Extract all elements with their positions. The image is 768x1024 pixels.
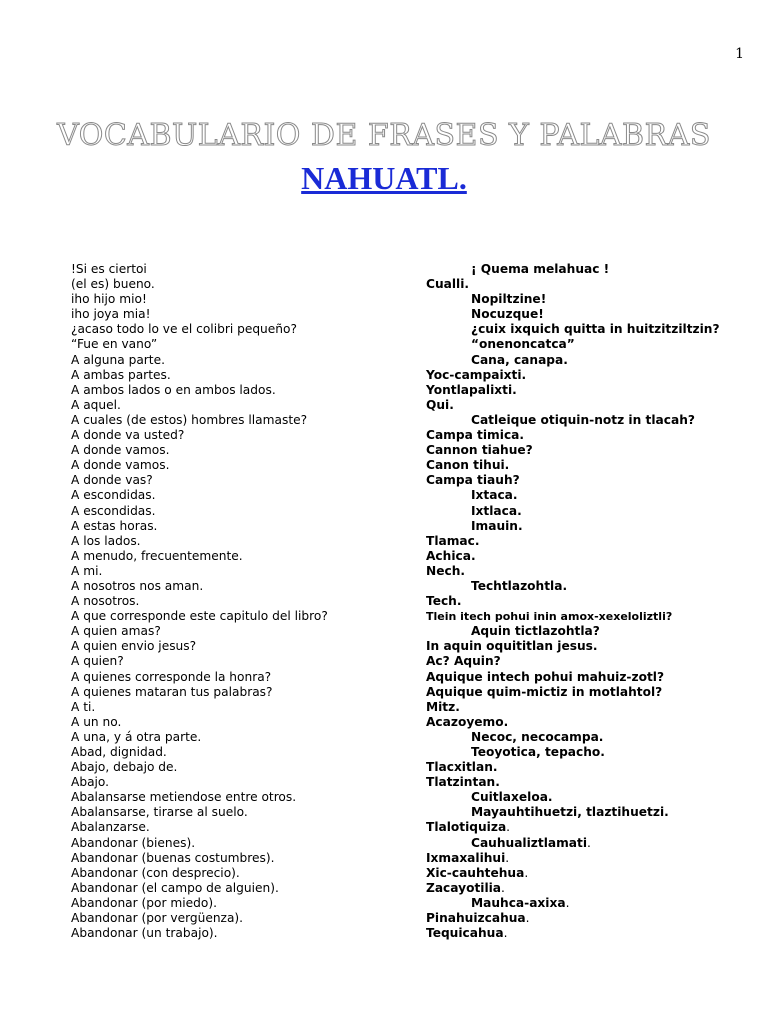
nahuatl-text: Cauhualiztlamati xyxy=(471,835,588,850)
nahuatl-text: Techtlazohtla. xyxy=(471,578,568,593)
nahuatl-period: . xyxy=(524,865,529,880)
nahuatl-text: Ixmaxalihui xyxy=(426,850,506,865)
nahuatl-text: Aquique intech pohui mahuiz-zotl? xyxy=(426,669,665,684)
nahuatl-period: . xyxy=(505,850,510,865)
nahuatl-entry xyxy=(426,820,766,835)
spanish-entry: A los lados. xyxy=(71,533,141,548)
nahuatl-text: In aquin oquititlan jesus. xyxy=(426,639,598,654)
nahuatl-text: Aquique quim-mictiz in motlahtol? xyxy=(426,684,663,699)
nahuatl-text: Aquin tictlazohtla? xyxy=(471,624,600,639)
spanish-entry: A nosotros nos aman. xyxy=(71,578,204,593)
spanish-entry: Abandonar (el campo de alguien). xyxy=(71,880,279,895)
spanish-entry: A que corresponde este capitulo del libro? xyxy=(71,609,328,624)
nahuatl-text: Imauin. xyxy=(471,518,523,533)
nahuatl-text: Tequicahua xyxy=(426,926,504,941)
nahuatl-entry xyxy=(426,911,766,926)
spanish-entry: A mi. xyxy=(71,563,103,578)
nahuatl-text: Cuitlaxeloa. xyxy=(471,790,553,805)
nahuatl-entry xyxy=(426,851,766,866)
spanish-entry: A escondidas. xyxy=(71,503,156,518)
nahuatl-entry xyxy=(426,700,766,715)
nahuatl-entry xyxy=(426,262,766,277)
nahuatl-entry xyxy=(426,654,766,669)
nahuatl-text: Necoc, necocampa. xyxy=(471,729,604,744)
nahuatl-period: . xyxy=(503,926,508,941)
spanish-entry: A menudo, frecuentemente. xyxy=(71,548,243,563)
spanish-entry: A un no. xyxy=(71,714,122,729)
page-number: 1 xyxy=(735,46,744,62)
spanish-entry: A alguna parte. xyxy=(71,352,165,367)
spanish-entry: Abajo, debajo de. xyxy=(71,760,178,775)
spanish-entry: Abajo. xyxy=(71,775,110,790)
spanish-entry: A donde vas? xyxy=(71,473,153,488)
nahuatl-text: Tech. xyxy=(426,594,462,609)
nahuatl-text: Qui. xyxy=(426,397,454,412)
spanish-entry: A quienes mataran tus palabras? xyxy=(71,684,273,699)
nahuatl-entry xyxy=(426,594,766,609)
nahuatl-entry xyxy=(426,775,766,790)
nahuatl-entry xyxy=(426,504,766,519)
spanish-entry: Abalansarse metiendose entre otros. xyxy=(71,790,297,805)
nahuatl-text: Tlatzintan. xyxy=(426,775,500,790)
nahuatl-text: Cana, canapa. xyxy=(471,352,568,367)
nahuatl-text: Yontlapalixti. xyxy=(426,382,517,397)
nahuatl-text: Acazoyemo. xyxy=(426,714,509,729)
nahuatl-text: Xic-cauhtehua xyxy=(426,865,525,880)
spanish-entry: A quienes corresponde la honra? xyxy=(71,669,272,684)
nahuatl-entry xyxy=(426,760,766,775)
nahuatl-text: Canon tihui. xyxy=(426,458,510,473)
nahuatl-text: ¡ Quema melahuac ! xyxy=(471,262,610,276)
spanish-entry: iho joya mia! xyxy=(71,307,151,322)
spanish-entry: (el es) bueno. xyxy=(71,277,155,292)
spanish-entry: A quien? xyxy=(71,654,124,669)
nahuatl-period: . xyxy=(506,820,511,835)
spanish-entry: A ti. xyxy=(71,699,96,714)
spanish-entry: Abandonar (bienes). xyxy=(71,835,196,850)
spanish-entry: A donde vamos. xyxy=(71,458,170,473)
spanish-entry: A donde va usted? xyxy=(71,428,185,443)
nahuatl-entry xyxy=(426,730,766,745)
nahuatl-entry xyxy=(426,458,766,473)
nahuatl-period: . xyxy=(565,895,570,910)
nahuatl-entry xyxy=(426,534,766,549)
spanish-entry: “Fue en vano” xyxy=(71,337,158,352)
nahuatl-entry xyxy=(426,413,766,428)
nahuatl-period: . xyxy=(525,911,530,926)
document-title: VOCABULARIO DE FRASES Y PALABRAS xyxy=(57,118,711,153)
nahuatl-text: Nocuzque! xyxy=(471,307,544,322)
nahuatl-entry xyxy=(426,866,766,881)
spanish-entry: !Si es ciertoi xyxy=(71,262,147,276)
nahuatl-entry xyxy=(426,609,766,624)
nahuatl-entry xyxy=(426,549,766,564)
nahuatl-text: Yoc-campaixti. xyxy=(426,367,527,382)
nahuatl-text: Ac? Aquin? xyxy=(426,654,501,669)
nahuatl-entry xyxy=(426,790,766,805)
nahuatl-text: Tlein itech pohui inin amox-xexeloliztli? xyxy=(426,610,673,624)
spanish-entry: Abandonar (por miedo). xyxy=(71,895,217,910)
spanish-entry: A ambos lados o en ambos lados. xyxy=(71,382,276,397)
nahuatl-text: Mitz. xyxy=(426,699,460,714)
spanish-entry: Abandonar (con desprecio). xyxy=(71,865,240,880)
nahuatl-text: “onenoncatca” xyxy=(471,337,575,352)
nahuatl-entry xyxy=(426,670,766,685)
spanish-entry: Abandonar (buenas costumbres). xyxy=(71,850,275,865)
nahuatl-entry xyxy=(426,805,766,820)
nahuatl-period: . xyxy=(501,880,505,895)
nahuatl-entry xyxy=(426,639,766,654)
nahuatl-text: Pinahuizcahua xyxy=(426,911,526,926)
spanish-entry: Abalanzarse. xyxy=(71,820,150,835)
nahuatl-text: Tlamac. xyxy=(426,533,480,548)
nahuatl-text: Ixtaca. xyxy=(471,488,518,503)
nahuatl-text: Teoyotica, tepacho. xyxy=(471,745,605,759)
nahuatl-entry xyxy=(426,322,766,337)
nahuatl-entry xyxy=(426,519,766,534)
nahuatl-text: Cualli. xyxy=(426,277,470,292)
nahuatl-entry xyxy=(426,277,766,292)
spanish-column xyxy=(71,262,411,941)
nahuatl-text: Tlalotiquiza xyxy=(426,820,507,835)
nahuatl-entry xyxy=(426,926,766,941)
nahuatl-text: Mauhca-axixa xyxy=(471,895,566,910)
spanish-entry: A escondidas. xyxy=(71,488,156,503)
nahuatl-entry xyxy=(426,337,766,352)
nahuatl-entry xyxy=(426,368,766,383)
spanish-entry: Abandonar (por vergüenza). xyxy=(71,911,244,926)
subtitle-link[interactable]: NAHUATL. xyxy=(301,160,467,196)
nahuatl-text: Nopiltzine! xyxy=(471,292,547,307)
nahuatl-entry xyxy=(426,292,766,307)
nahuatl-column xyxy=(426,262,766,941)
nahuatl-text: Zacayotilia xyxy=(426,880,502,895)
nahuatl-entry xyxy=(426,685,766,700)
nahuatl-text: Achica. xyxy=(426,548,476,563)
spanish-entry: A aquel. xyxy=(71,397,121,412)
spanish-entry: Abad, dignidad. xyxy=(71,745,167,759)
nahuatl-entry xyxy=(426,353,766,368)
nahuatl-entry xyxy=(426,428,766,443)
nahuatl-entry xyxy=(426,383,766,398)
nahuatl-entry xyxy=(426,398,766,413)
spanish-entry: Abalansarse, tirarse al suelo. xyxy=(71,805,248,820)
nahuatl-text: Nech. xyxy=(426,563,465,578)
nahuatl-entry xyxy=(426,715,766,730)
spanish-entry: A donde vamos. xyxy=(71,443,170,458)
nahuatl-period: . xyxy=(587,835,591,850)
nahuatl-entry xyxy=(426,488,766,503)
spanish-entry: iho hijo mio! xyxy=(71,292,147,307)
spanish-entry: A ambas partes. xyxy=(71,367,171,382)
nahuatl-entry xyxy=(426,881,766,896)
nahuatl-text: Ixtlaca. xyxy=(471,503,522,518)
nahuatl-entry xyxy=(426,564,766,579)
nahuatl-entry xyxy=(426,579,766,594)
nahuatl-text: Campa tiauh? xyxy=(426,473,520,488)
nahuatl-entry xyxy=(426,896,766,911)
spanish-entry: ¿acaso todo lo ve el colibri pequeño? xyxy=(71,322,297,337)
nahuatl-entry xyxy=(426,836,766,851)
nahuatl-entry xyxy=(426,473,766,488)
nahuatl-text: Mayauhtihuetzi, tlaztihuetzi. xyxy=(471,805,669,820)
nahuatl-entry xyxy=(426,745,766,760)
spanish-entry: A una, y á otra parte. xyxy=(71,729,202,744)
subtitle-wrapper xyxy=(0,160,768,197)
nahuatl-text: Tlacxitlan. xyxy=(426,760,498,775)
spanish-entry: A quien envio jesus? xyxy=(71,639,197,654)
nahuatl-text: ¿cuix ixquich quitta in huitzitziltzin? xyxy=(471,322,720,337)
nahuatl-text: Catleique otiquin-notz in tlacah? xyxy=(471,412,695,427)
spanish-entry: Abandonar (un trabajo). xyxy=(71,926,218,941)
nahuatl-entry xyxy=(426,624,766,639)
spanish-entry: A nosotros. xyxy=(71,594,140,609)
nahuatl-entry xyxy=(426,443,766,458)
spanish-entry: A quien amas? xyxy=(71,624,161,639)
spanish-entry: A estas horas. xyxy=(71,518,158,533)
nahuatl-text: Campa timica. xyxy=(426,428,525,443)
spanish-entry: A cuales (de estos) hombres llamaste? xyxy=(71,412,308,427)
nahuatl-text: Cannon tiahue? xyxy=(426,443,533,458)
nahuatl-entry xyxy=(426,307,766,322)
